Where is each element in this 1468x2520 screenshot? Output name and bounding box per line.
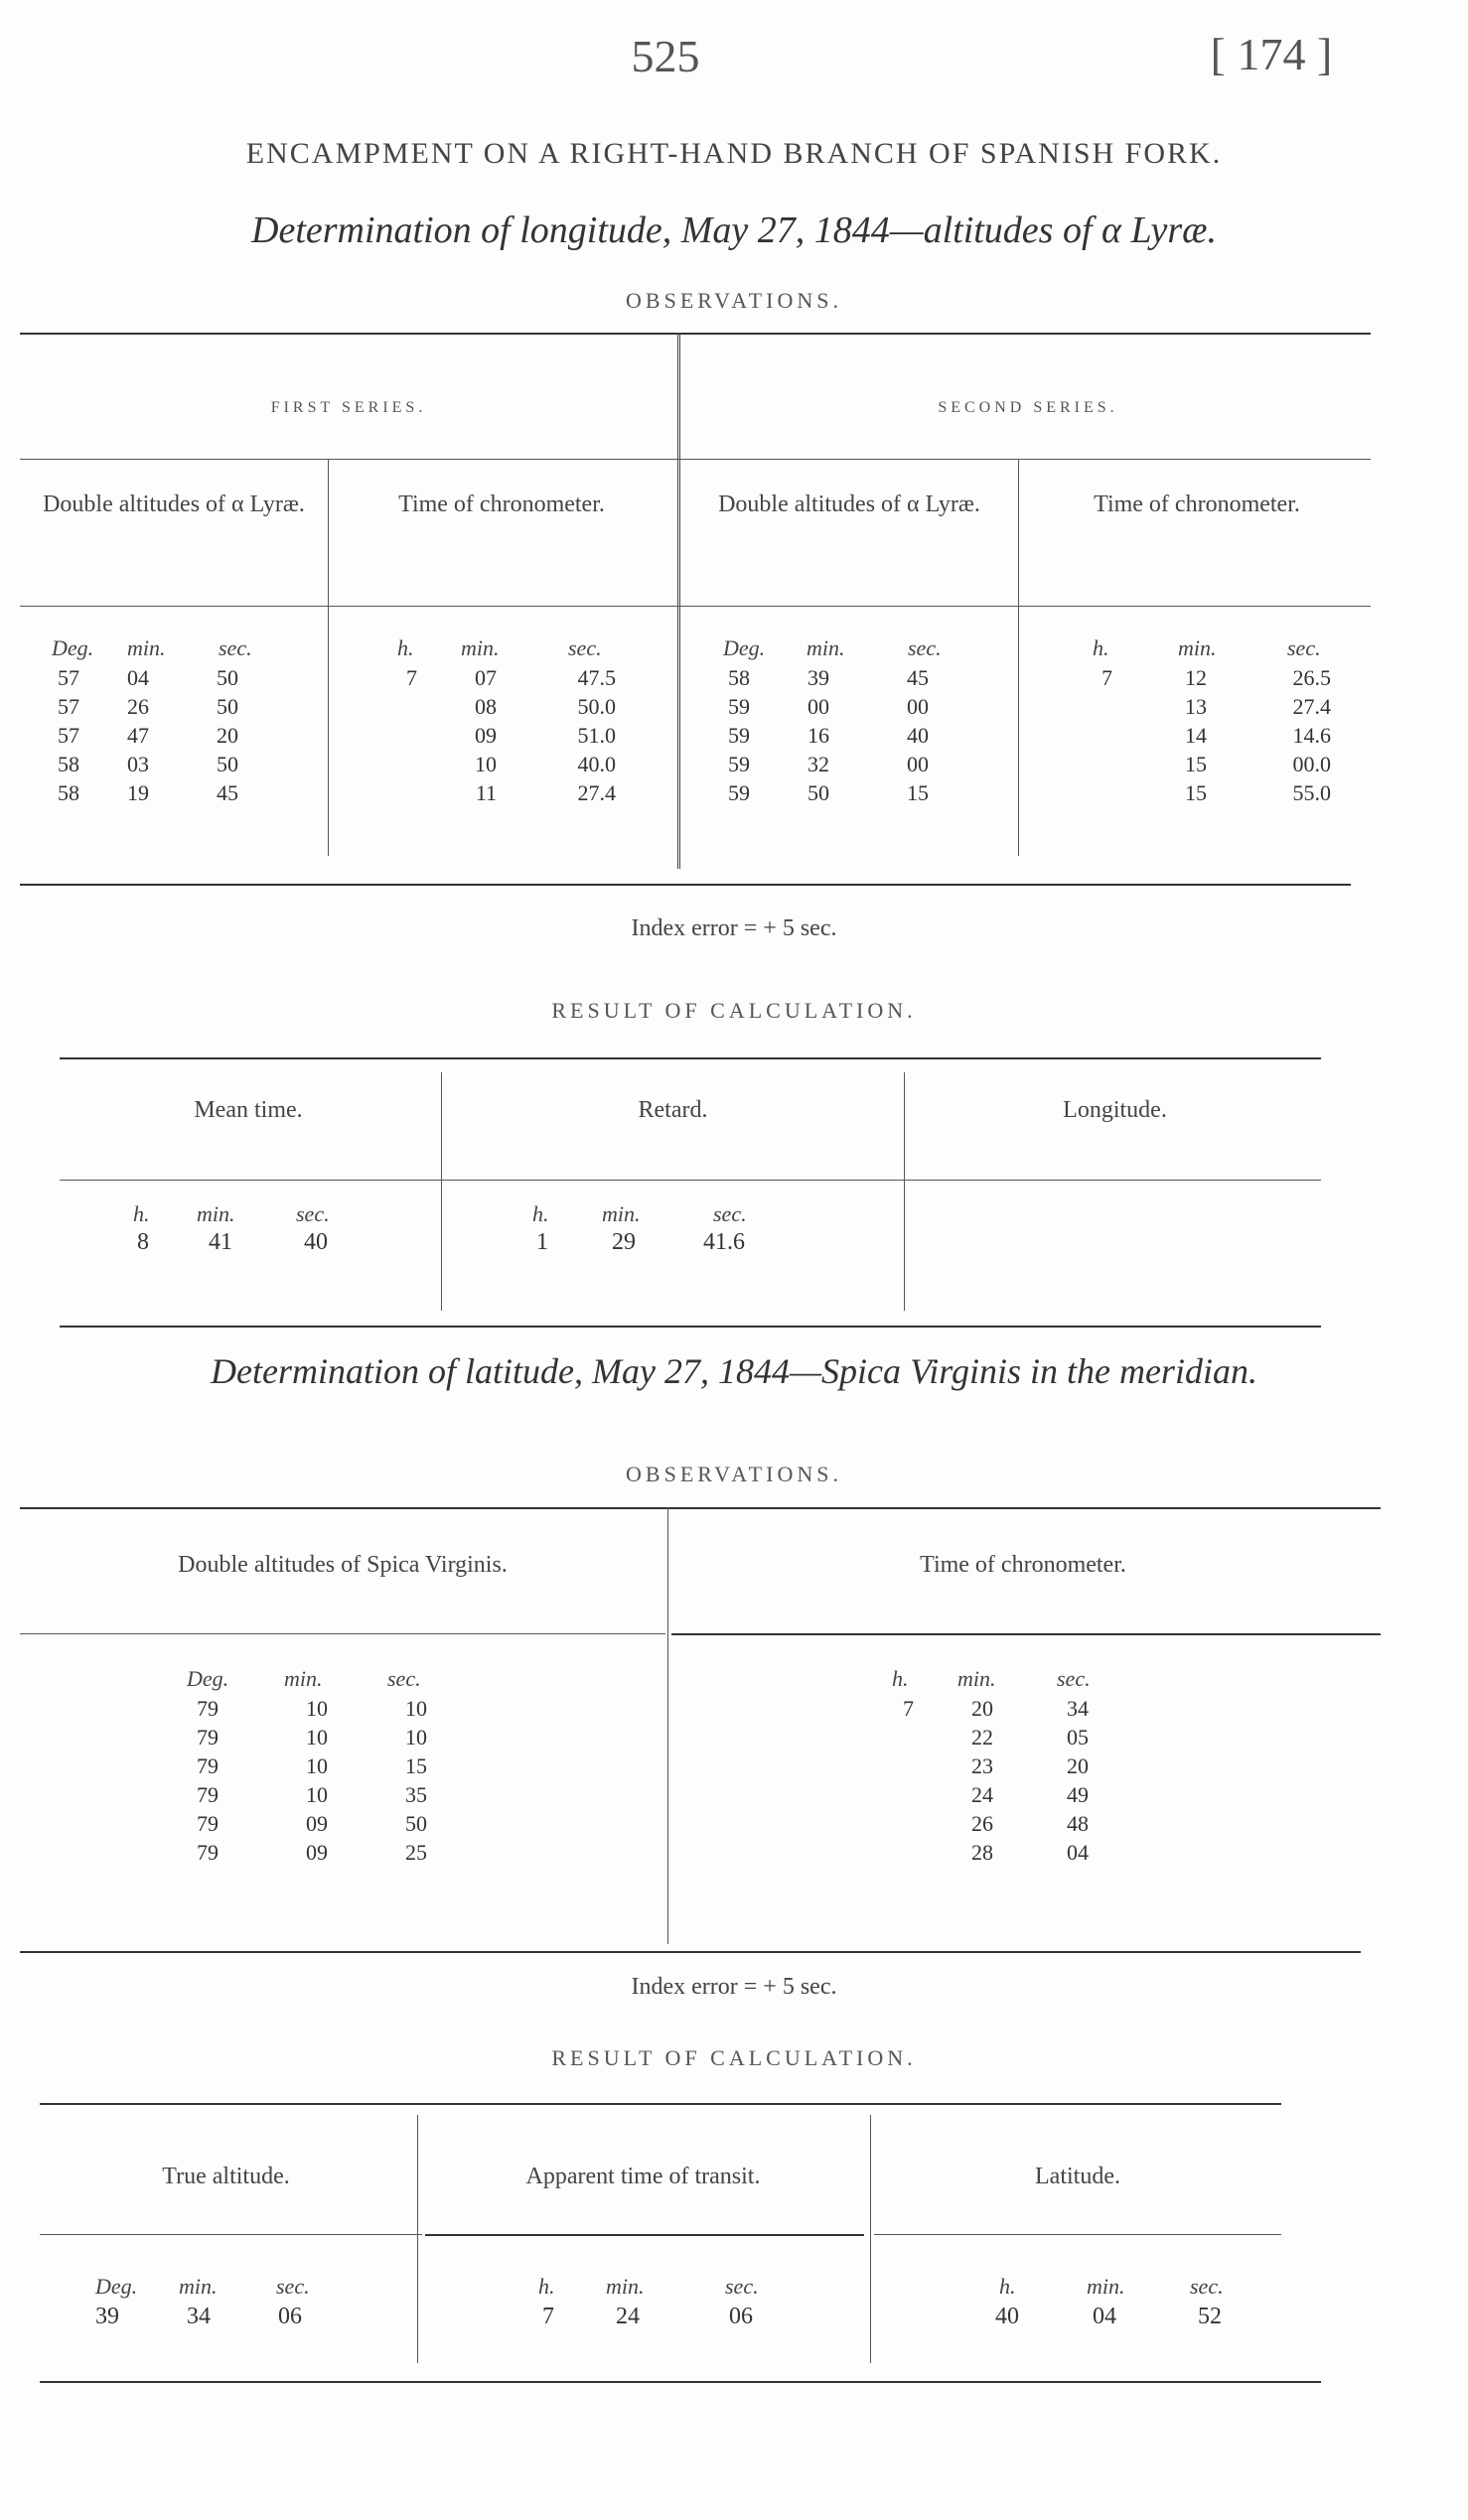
retard-header: Retard. — [638, 1097, 708, 1123]
cell: 79 — [197, 1840, 219, 1865]
cell: 26 — [127, 694, 149, 719]
unit-min: min. — [957, 1666, 996, 1691]
retard-sec: 41.6 — [703, 1229, 745, 1255]
cell: 50.0 — [577, 694, 616, 719]
index-error-note: Index error = + 5 sec. — [631, 915, 837, 941]
unit-min: min. — [127, 635, 166, 660]
cell: 59 — [728, 752, 750, 776]
unit-min: min. — [606, 2274, 645, 2299]
unit-h: h. — [532, 1201, 549, 1226]
first-series-label: FIRST SERIES. — [270, 399, 427, 416]
cell: 16 — [807, 723, 829, 748]
spica-time-sec-column — [1049, 1694, 1089, 1867]
cell: 00.0 — [1292, 752, 1331, 776]
index-error-note: Index error = + 5 sec. — [631, 1974, 837, 2000]
cell: 32 — [807, 752, 829, 776]
mean-time-min: 41 — [209, 1229, 232, 1255]
cell: 14 — [1185, 723, 1207, 748]
second-time-sec-column — [1251, 663, 1331, 807]
unit-sec: sec. — [1190, 2274, 1224, 2299]
second-time-header: Time of chronometer. — [1094, 491, 1300, 517]
second-alt-min-column — [790, 663, 829, 807]
cell: 23 — [971, 1753, 993, 1778]
cell: 59 — [728, 694, 750, 719]
cell: 50 — [405, 1811, 427, 1836]
bracket-page-number: [ 174 ] — [1210, 29, 1333, 79]
cell: 09 — [306, 1840, 328, 1865]
cell: 79 — [197, 1753, 219, 1778]
latitude-heading: Determination of latitude, May 27, 1844—Spica Virginis in the meridian. — [211, 1351, 1257, 1391]
cell: 10 — [306, 1696, 328, 1721]
true-altitude-deg: 39 — [95, 2304, 119, 2329]
unit-h: h. — [1093, 635, 1109, 660]
cell: 15 — [1185, 752, 1207, 776]
second-series-label: SECOND SERIES. — [938, 399, 1118, 416]
cell: 35 — [405, 1782, 427, 1807]
observations-label: OBSERVATIONS. — [626, 1462, 842, 1486]
cell: 7 — [903, 1696, 914, 1721]
result-label: RESULT OF CALCULATION. — [551, 998, 917, 1023]
cell: 13 — [1185, 694, 1207, 719]
cell: 10 — [475, 752, 497, 776]
second-time-min-column — [1167, 663, 1207, 807]
cell: 59 — [728, 723, 750, 748]
cell: 08 — [475, 694, 497, 719]
unit-sec: sec. — [725, 2274, 759, 2299]
cell: 79 — [197, 1782, 219, 1807]
cell: 10 — [405, 1696, 427, 1721]
second-alt-sec-column — [889, 663, 929, 807]
cell: 50 — [217, 665, 238, 690]
longitude-header: Longitude. — [1063, 1097, 1167, 1123]
spica-double-altitudes-header: Double altitudes of Spica Virginis. — [178, 1552, 508, 1578]
cell: 59 — [728, 780, 750, 805]
unit-h: h. — [999, 2274, 1016, 2299]
apparent-time-min: 24 — [616, 2304, 640, 2329]
cell: 09 — [306, 1811, 328, 1836]
unit-deg: Deg. — [187, 1666, 229, 1691]
apparent-time-sec: 06 — [729, 2304, 753, 2329]
mean-time-header: Mean time. — [194, 1097, 303, 1123]
cell: 51.0 — [577, 723, 616, 748]
mean-time-sec: 40 — [304, 1229, 328, 1255]
second-time-h-column — [1083, 663, 1112, 692]
cell: 07 — [475, 665, 497, 690]
unit-deg: Deg. — [52, 635, 94, 660]
unit-sec: sec. — [908, 635, 942, 660]
unit-min: min. — [1178, 635, 1217, 660]
cell: 12 — [1185, 665, 1207, 690]
cell: 05 — [1067, 1725, 1089, 1750]
cell: 27.4 — [577, 780, 616, 805]
unit-min: min. — [602, 1201, 641, 1226]
first-double-altitudes-header: Double altitudes of α Lyræ. — [43, 491, 305, 517]
cell: 34 — [1067, 1696, 1089, 1721]
cell: 79 — [197, 1811, 219, 1836]
true-altitude-sec: 06 — [278, 2304, 302, 2329]
first-alt-min-column — [109, 663, 149, 807]
latitude-h: 40 — [995, 2304, 1019, 2329]
cell: 40.0 — [577, 752, 616, 776]
cell: 14.6 — [1292, 723, 1331, 748]
cell: 79 — [197, 1725, 219, 1750]
unit-h: h. — [397, 635, 414, 660]
latitude-sec: 52 — [1198, 2304, 1222, 2329]
cell: 45 — [907, 665, 929, 690]
first-time-min-column — [457, 663, 497, 807]
first-time-h-column — [387, 663, 417, 692]
apparent-time-h: 7 — [542, 2304, 554, 2329]
spica-time-h-column — [884, 1694, 914, 1723]
latitude-min: 04 — [1093, 2304, 1116, 2329]
cell: 47.5 — [577, 665, 616, 690]
unit-deg: Deg. — [95, 2274, 138, 2299]
unit-h: h. — [892, 1666, 909, 1691]
unit-sec: sec. — [296, 1201, 330, 1226]
spica-alt-deg-column — [179, 1694, 219, 1867]
observations-label: OBSERVATIONS. — [626, 288, 842, 313]
cell: 22 — [971, 1725, 993, 1750]
result-label: RESULT OF CALCULATION. — [551, 2045, 917, 2070]
cell: 00 — [907, 694, 929, 719]
cell: 24 — [971, 1782, 993, 1807]
unit-sec: sec. — [387, 1666, 421, 1691]
longitude-heading: Determination of longitude, May 27, 1844—altitudes of α Lyræ. — [251, 210, 1217, 251]
unit-sec: sec. — [1287, 635, 1321, 660]
cell: 57 — [58, 665, 79, 690]
spica-time-min-column — [954, 1694, 993, 1867]
cell: 10 — [306, 1725, 328, 1750]
cell: 48 — [1067, 1811, 1089, 1836]
cell: 20 — [217, 723, 238, 748]
apparent-time-header: Apparent time of transit. — [525, 2164, 761, 2189]
spica-alt-sec-column — [387, 1694, 427, 1867]
cell: 58 — [58, 780, 79, 805]
cell: 00 — [807, 694, 829, 719]
cell: 04 — [127, 665, 149, 690]
cell: 47 — [127, 723, 149, 748]
unit-sec: sec. — [1057, 1666, 1091, 1691]
cell: 10 — [306, 1753, 328, 1778]
cell: 03 — [127, 752, 149, 776]
cell: 50 — [217, 694, 238, 719]
cell: 50 — [217, 752, 238, 776]
second-double-altitudes-header: Double altitudes of α Lyræ. — [718, 491, 980, 517]
mean-time-h: 8 — [137, 1229, 149, 1255]
spica-alt-min-column — [288, 1694, 328, 1867]
latitude-header: Latitude. — [1035, 2164, 1120, 2189]
cell: 15 — [907, 780, 929, 805]
cell: 09 — [475, 723, 497, 748]
cell: 26 — [971, 1811, 993, 1836]
document-title: ENCAMPMENT ON A RIGHT-HAND BRANCH OF SPANISH FORK. — [245, 137, 1223, 170]
cell: 7 — [406, 665, 417, 690]
unit-sec: sec. — [568, 635, 602, 660]
cell: 45 — [217, 780, 238, 805]
first-alt-deg-column — [40, 663, 79, 807]
unit-h: h. — [133, 1201, 150, 1226]
cell: 04 — [1067, 1840, 1089, 1865]
unit-min: min. — [461, 635, 500, 660]
cell: 27.4 — [1292, 694, 1331, 719]
first-time-sec-column — [536, 663, 616, 807]
spica-time-header: Time of chronometer. — [920, 1552, 1126, 1578]
cell: 39 — [807, 665, 829, 690]
cell: 15 — [1185, 780, 1207, 805]
cell: 57 — [58, 723, 79, 748]
cell: 15 — [405, 1753, 427, 1778]
unit-min: min. — [807, 635, 845, 660]
true-altitude-header: True altitude. — [162, 2164, 290, 2189]
cell: 20 — [1067, 1753, 1089, 1778]
cell: 50 — [807, 780, 829, 805]
cell: 7 — [1101, 665, 1112, 690]
page-number: 525 — [631, 31, 700, 81]
unit-sec: sec. — [219, 635, 252, 660]
cell: 10 — [306, 1782, 328, 1807]
unit-sec: sec. — [713, 1201, 747, 1226]
cell: 28 — [971, 1840, 993, 1865]
unit-sec: sec. — [276, 2274, 310, 2299]
cell: 79 — [197, 1696, 219, 1721]
unit-min: min. — [197, 1201, 235, 1226]
retard-h: 1 — [536, 1229, 548, 1255]
first-time-header: Time of chronometer. — [398, 491, 605, 517]
second-alt-deg-column — [710, 663, 750, 807]
cell: 40 — [907, 723, 929, 748]
cell: 19 — [127, 780, 149, 805]
cell: 11 — [475, 780, 497, 805]
cell: 20 — [971, 1696, 993, 1721]
first-alt-sec-column — [199, 663, 238, 807]
cell: 58 — [728, 665, 750, 690]
cell: 25 — [405, 1840, 427, 1865]
cell: 55.0 — [1292, 780, 1331, 805]
unit-h: h. — [538, 2274, 555, 2299]
retard-min: 29 — [612, 1229, 636, 1255]
cell: 58 — [58, 752, 79, 776]
cell: 49 — [1067, 1782, 1089, 1807]
true-altitude-min: 34 — [187, 2304, 211, 2329]
unit-min: min. — [179, 2274, 218, 2299]
unit-deg: Deg. — [723, 635, 766, 660]
unit-min: min. — [1087, 2274, 1125, 2299]
cell: 00 — [907, 752, 929, 776]
cell: 26.5 — [1292, 665, 1331, 690]
unit-min: min. — [284, 1666, 323, 1691]
cell: 10 — [405, 1725, 427, 1750]
cell: 57 — [58, 694, 79, 719]
